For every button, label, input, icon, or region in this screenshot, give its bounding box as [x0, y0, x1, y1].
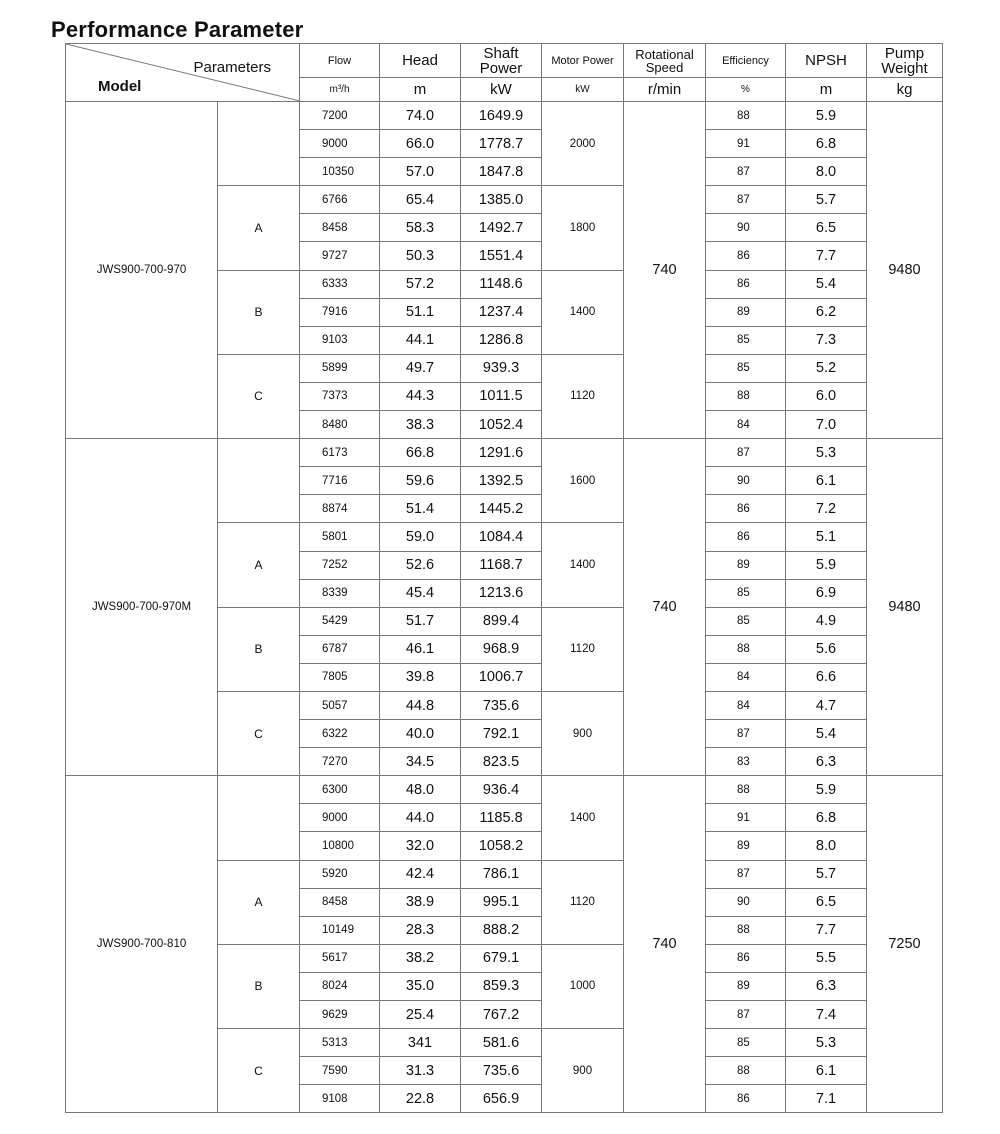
- npsh-cell: 4.9: [786, 607, 867, 635]
- efficiency-cell: 91: [706, 130, 786, 158]
- efficiency-cell: 84: [706, 411, 786, 439]
- flow-cell: 8024: [300, 972, 380, 1000]
- rotational-speed-cell: 740: [624, 439, 706, 776]
- flow-cell: 7916: [300, 298, 380, 326]
- shaft-power-cell: 1058.2: [461, 832, 542, 860]
- npsh-cell: 5.7: [786, 186, 867, 214]
- col-header-pump-weight: Pump Weight: [867, 44, 943, 78]
- unit-flow: m³/h: [300, 78, 380, 102]
- efficiency-cell: 88: [706, 1057, 786, 1085]
- npsh-cell: 6.8: [786, 130, 867, 158]
- flow-cell: 7252: [300, 551, 380, 579]
- shaft-power-cell: 899.4: [461, 607, 542, 635]
- head-cell: 46.1: [380, 635, 461, 663]
- flow-cell: 10350: [300, 158, 380, 186]
- variant-label-cell: B: [218, 607, 300, 691]
- npsh-cell: 4.7: [786, 691, 867, 719]
- flow-cell: 8458: [300, 214, 380, 242]
- flow-cell: 7270: [300, 748, 380, 776]
- flow-cell: 6173: [300, 439, 380, 467]
- npsh-cell: 7.3: [786, 326, 867, 354]
- col-header-flow: Flow: [300, 44, 380, 78]
- efficiency-cell: 86: [706, 523, 786, 551]
- head-cell: 44.0: [380, 804, 461, 832]
- head-cell: 45.4: [380, 579, 461, 607]
- npsh-cell: 5.7: [786, 860, 867, 888]
- efficiency-cell: 89: [706, 832, 786, 860]
- efficiency-cell: 88: [706, 635, 786, 663]
- variant-label-cell: [218, 776, 300, 860]
- npsh-cell: 8.0: [786, 158, 867, 186]
- shaft-power-cell: 1551.4: [461, 242, 542, 270]
- head-cell: 31.3: [380, 1057, 461, 1085]
- npsh-cell: 6.8: [786, 804, 867, 832]
- shaft-power-cell: 1445.2: [461, 495, 542, 523]
- npsh-cell: 5.5: [786, 944, 867, 972]
- flow-cell: 6300: [300, 776, 380, 804]
- shaft-power-cell: 859.3: [461, 972, 542, 1000]
- head-cell: 51.4: [380, 495, 461, 523]
- shaft-power-cell: 1291.6: [461, 439, 542, 467]
- parameters-label: Parameters: [193, 59, 271, 76]
- shaft-power-cell: 679.1: [461, 944, 542, 972]
- efficiency-cell: 86: [706, 270, 786, 298]
- npsh-cell: 6.0: [786, 382, 867, 410]
- head-cell: 39.8: [380, 663, 461, 691]
- efficiency-cell: 89: [706, 972, 786, 1000]
- shaft-power-cell: 1286.8: [461, 326, 542, 354]
- unit-pump-weight: kg: [867, 78, 943, 102]
- motor-power-cell: 1120: [542, 354, 624, 438]
- efficiency-cell: 91: [706, 804, 786, 832]
- npsh-cell: 6.3: [786, 972, 867, 1000]
- head-cell: 57.0: [380, 158, 461, 186]
- model-parameters-corner: [66, 44, 300, 102]
- shaft-power-cell: 792.1: [461, 720, 542, 748]
- npsh-cell: 5.9: [786, 776, 867, 804]
- head-cell: 25.4: [380, 1001, 461, 1029]
- shaft-power-cell: 939.3: [461, 354, 542, 382]
- unit-head: m: [380, 78, 461, 102]
- unit-efficiency: %: [706, 78, 786, 102]
- head-cell: 38.9: [380, 888, 461, 916]
- head-cell: 59.0: [380, 523, 461, 551]
- npsh-cell: 6.3: [786, 748, 867, 776]
- efficiency-cell: 84: [706, 691, 786, 719]
- npsh-cell: 5.9: [786, 102, 867, 130]
- head-cell: 44.8: [380, 691, 461, 719]
- col-header-rotational-speed: Rotational Speed: [624, 44, 706, 78]
- variant-label-cell: [218, 102, 300, 186]
- npsh-cell: 6.2: [786, 298, 867, 326]
- shaft-power-cell: 1148.6: [461, 270, 542, 298]
- head-cell: 59.6: [380, 467, 461, 495]
- npsh-cell: 5.3: [786, 439, 867, 467]
- efficiency-cell: 87: [706, 186, 786, 214]
- head-cell: 44.3: [380, 382, 461, 410]
- flow-cell: 10800: [300, 832, 380, 860]
- col-header-shaft-power: Shaft Power: [461, 44, 542, 78]
- npsh-cell: 5.1: [786, 523, 867, 551]
- head-cell: 38.3: [380, 411, 461, 439]
- npsh-cell: 5.6: [786, 635, 867, 663]
- efficiency-cell: 85: [706, 1029, 786, 1057]
- motor-power-cell: 1120: [542, 860, 624, 944]
- rotational-speed-cell: 740: [624, 776, 706, 1113]
- variant-label-cell: A: [218, 860, 300, 944]
- npsh-cell: 7.7: [786, 916, 867, 944]
- shaft-power-cell: 1492.7: [461, 214, 542, 242]
- npsh-cell: 5.2: [786, 354, 867, 382]
- head-cell: 38.2: [380, 944, 461, 972]
- variant-label-cell: A: [218, 523, 300, 607]
- unit-motor-power: kW: [542, 78, 624, 102]
- flow-cell: 6766: [300, 186, 380, 214]
- shaft-power-cell: 656.9: [461, 1085, 542, 1113]
- head-cell: 74.0: [380, 102, 461, 130]
- flow-cell: 5617: [300, 944, 380, 972]
- head-cell: 58.3: [380, 214, 461, 242]
- npsh-cell: 6.1: [786, 1057, 867, 1085]
- npsh-cell: 7.4: [786, 1001, 867, 1029]
- model-name-cell: JWS900-700-970M: [66, 439, 218, 776]
- flow-cell: 9727: [300, 242, 380, 270]
- head-cell: 66.8: [380, 439, 461, 467]
- shaft-power-cell: 581.6: [461, 1029, 542, 1057]
- shaft-power-cell: 1847.8: [461, 158, 542, 186]
- shaft-power-cell: 1011.5: [461, 382, 542, 410]
- flow-cell: 6787: [300, 635, 380, 663]
- efficiency-cell: 86: [706, 1085, 786, 1113]
- variant-label-cell: B: [218, 944, 300, 1028]
- efficiency-cell: 90: [706, 214, 786, 242]
- rotational-speed-cell: 740: [624, 102, 706, 439]
- variant-label-cell: B: [218, 270, 300, 354]
- head-cell: 51.1: [380, 298, 461, 326]
- motor-power-cell: 900: [542, 691, 624, 775]
- efficiency-cell: 84: [706, 663, 786, 691]
- efficiency-cell: 88: [706, 916, 786, 944]
- shaft-power-cell: 1392.5: [461, 467, 542, 495]
- table-row: [66, 102, 943, 130]
- efficiency-cell: 89: [706, 298, 786, 326]
- motor-power-cell: 1600: [542, 439, 624, 523]
- motor-power-cell: 1800: [542, 186, 624, 270]
- flow-cell: 9108: [300, 1085, 380, 1113]
- variant-label-cell: C: [218, 1029, 300, 1113]
- npsh-cell: 6.6: [786, 663, 867, 691]
- npsh-cell: 5.4: [786, 270, 867, 298]
- npsh-cell: 6.5: [786, 888, 867, 916]
- head-cell: 66.0: [380, 130, 461, 158]
- performance-table: [65, 43, 943, 1113]
- flow-cell: 6333: [300, 270, 380, 298]
- shaft-power-cell: 1084.4: [461, 523, 542, 551]
- flow-cell: 5313: [300, 1029, 380, 1057]
- head-cell: 42.4: [380, 860, 461, 888]
- pump-weight-cell: 9480: [867, 439, 943, 776]
- flow-cell: 6322: [300, 720, 380, 748]
- efficiency-cell: 87: [706, 860, 786, 888]
- variant-label-cell: A: [218, 186, 300, 270]
- flow-cell: 7805: [300, 663, 380, 691]
- col-header-motor-power: Motor Power: [542, 44, 624, 78]
- table-row: [66, 439, 943, 467]
- motor-power-cell: 1000: [542, 944, 624, 1028]
- head-cell: 32.0: [380, 832, 461, 860]
- npsh-cell: 5.3: [786, 1029, 867, 1057]
- efficiency-cell: 86: [706, 944, 786, 972]
- shaft-power-cell: 1237.4: [461, 298, 542, 326]
- npsh-cell: 7.7: [786, 242, 867, 270]
- variant-label-cell: [218, 439, 300, 523]
- efficiency-cell: 88: [706, 776, 786, 804]
- motor-power-cell: 1120: [542, 607, 624, 691]
- shaft-power-cell: 1185.8: [461, 804, 542, 832]
- efficiency-cell: 86: [706, 242, 786, 270]
- model-name-cell: JWS900-700-810: [66, 776, 218, 1113]
- shaft-power-cell: 1006.7: [461, 663, 542, 691]
- flow-cell: 7716: [300, 467, 380, 495]
- efficiency-cell: 88: [706, 102, 786, 130]
- efficiency-cell: 87: [706, 158, 786, 186]
- table-body: [66, 102, 943, 1113]
- efficiency-cell: 86: [706, 495, 786, 523]
- pump-weight-cell: 9480: [867, 102, 943, 439]
- shaft-power-cell: 1168.7: [461, 551, 542, 579]
- flow-cell: 5801: [300, 523, 380, 551]
- page-title: Performance Parameter: [51, 17, 304, 42]
- efficiency-cell: 85: [706, 579, 786, 607]
- shaft-power-cell: 1213.6: [461, 579, 542, 607]
- head-cell: 44.1: [380, 326, 461, 354]
- npsh-cell: 5.4: [786, 720, 867, 748]
- npsh-cell: 8.0: [786, 832, 867, 860]
- efficiency-cell: 90: [706, 467, 786, 495]
- head-cell: 48.0: [380, 776, 461, 804]
- flow-cell: 9629: [300, 1001, 380, 1029]
- head-cell: 52.6: [380, 551, 461, 579]
- shaft-power-cell: 735.6: [461, 691, 542, 719]
- head-cell: 22.8: [380, 1085, 461, 1113]
- head-cell: 65.4: [380, 186, 461, 214]
- flow-cell: 8339: [300, 579, 380, 607]
- efficiency-cell: 87: [706, 1001, 786, 1029]
- unit-shaft-power: kW: [461, 78, 542, 102]
- npsh-cell: 7.2: [786, 495, 867, 523]
- col-header-head: Head: [380, 44, 461, 78]
- shaft-power-cell: 823.5: [461, 748, 542, 776]
- head-cell: 34.5: [380, 748, 461, 776]
- efficiency-cell: 87: [706, 439, 786, 467]
- efficiency-cell: 85: [706, 354, 786, 382]
- col-header-npsh: NPSH: [786, 44, 867, 78]
- flow-cell: 5920: [300, 860, 380, 888]
- efficiency-cell: 85: [706, 326, 786, 354]
- shaft-power-cell: 735.6: [461, 1057, 542, 1085]
- head-cell: 341: [380, 1029, 461, 1057]
- npsh-cell: 6.1: [786, 467, 867, 495]
- motor-power-cell: 2000: [542, 102, 624, 186]
- flow-cell: 9000: [300, 804, 380, 832]
- shaft-power-cell: 995.1: [461, 888, 542, 916]
- npsh-cell: 6.5: [786, 214, 867, 242]
- flow-cell: 8480: [300, 411, 380, 439]
- flow-cell: 5429: [300, 607, 380, 635]
- shaft-power-cell: 936.4: [461, 776, 542, 804]
- motor-power-cell: 1400: [542, 776, 624, 860]
- efficiency-cell: 83: [706, 748, 786, 776]
- npsh-cell: 7.0: [786, 411, 867, 439]
- head-cell: 50.3: [380, 242, 461, 270]
- unit-npsh: m: [786, 78, 867, 102]
- head-cell: 49.7: [380, 354, 461, 382]
- shaft-power-cell: 1649.9: [461, 102, 542, 130]
- flow-cell: 9000: [300, 130, 380, 158]
- flow-cell: 8458: [300, 888, 380, 916]
- efficiency-cell: 88: [706, 382, 786, 410]
- head-cell: 35.0: [380, 972, 461, 1000]
- flow-cell: 7373: [300, 382, 380, 410]
- flow-cell: 10149: [300, 916, 380, 944]
- flow-cell: 5057: [300, 691, 380, 719]
- shaft-power-cell: 888.2: [461, 916, 542, 944]
- shaft-power-cell: 968.9: [461, 635, 542, 663]
- shaft-power-cell: 1385.0: [461, 186, 542, 214]
- head-cell: 51.7: [380, 607, 461, 635]
- efficiency-cell: 89: [706, 551, 786, 579]
- flow-cell: 8874: [300, 495, 380, 523]
- efficiency-cell: 90: [706, 888, 786, 916]
- efficiency-cell: 87: [706, 720, 786, 748]
- flow-cell: 7590: [300, 1057, 380, 1085]
- flow-cell: 7200: [300, 102, 380, 130]
- head-cell: 28.3: [380, 916, 461, 944]
- header-row: [66, 44, 943, 78]
- shaft-power-cell: 1778.7: [461, 130, 542, 158]
- motor-power-cell: 1400: [542, 270, 624, 354]
- npsh-cell: 6.9: [786, 579, 867, 607]
- col-header-efficiency: Efficiency: [706, 44, 786, 78]
- model-label: Model: [98, 78, 142, 95]
- pump-weight-cell: 7250: [867, 776, 943, 1113]
- motor-power-cell: 900: [542, 1029, 624, 1113]
- variant-label-cell: C: [218, 354, 300, 438]
- shaft-power-cell: 767.2: [461, 1001, 542, 1029]
- table-row: [66, 776, 943, 804]
- flow-cell: 9103: [300, 326, 380, 354]
- motor-power-cell: 1400: [542, 523, 624, 607]
- npsh-cell: 5.9: [786, 551, 867, 579]
- efficiency-cell: 85: [706, 607, 786, 635]
- unit-rotational-speed: r/min: [624, 78, 706, 102]
- model-name-cell: JWS900-700-970: [66, 102, 218, 439]
- npsh-cell: 7.1: [786, 1085, 867, 1113]
- head-cell: 40.0: [380, 720, 461, 748]
- variant-label-cell: C: [218, 691, 300, 775]
- shaft-power-cell: 786.1: [461, 860, 542, 888]
- flow-cell: 5899: [300, 354, 380, 382]
- shaft-power-cell: 1052.4: [461, 411, 542, 439]
- head-cell: 57.2: [380, 270, 461, 298]
